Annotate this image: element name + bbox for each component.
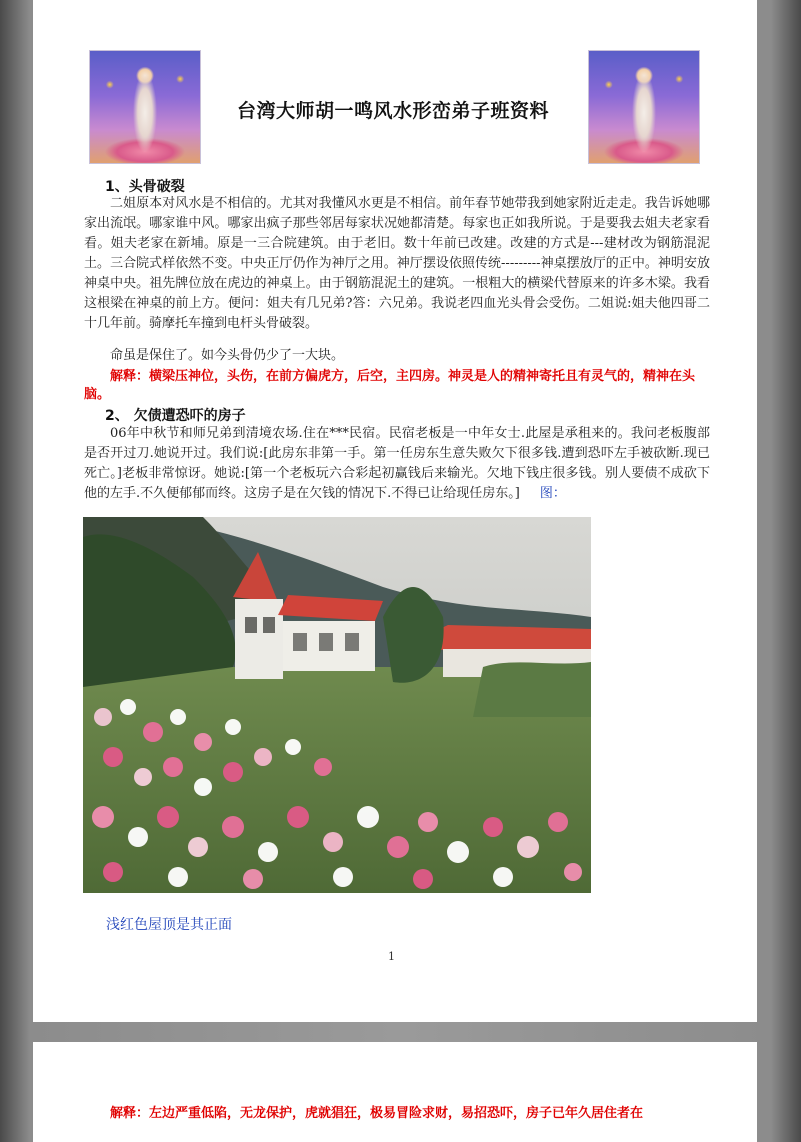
house-photo-illustration [83,517,591,893]
guanyin-image-right [588,50,700,164]
house-photo [83,517,591,893]
section-1-explanation: 解释：横梁压神位，头伤，在前方偏虎方，后空，主四房。神灵是人的精神寄托且有灵气的，精神在头脑。 [84,369,696,402]
section-1-paragraph-2: 命虽是保住了。如今头骨仍少了一大块。 [110,348,345,363]
document-page-2 [33,1042,757,1142]
section-2-paragraph-1 [84,424,710,504]
page-number: 1 [388,950,395,963]
document-title: 台湾大师胡一鸣风水形峦弟子班资料 [236,100,549,122]
document-page-1 [33,0,757,1022]
section-1-paragraph-1: 二姐原本对风水是不相信的。尤其对我懂风水更是不相信。前年春节她带我到她家附近走走。我告诉她哪家出流氓。哪家谁中风。哪家出疯子那些邻居每家状况她都清楚。每家也正如我所说。于是要我去姐夫老家看看。姐夫老家在新埔。原是一三合院建筑。由于老旧。数十年前已改建。改建的方式是---建材改为钢筋混泥土。三合院式样依然不变。中央正厅仍作为神厅之用。神厅摆设依照传统---------神桌摆放厅的正中。神明安放神桌中央。祖先牌位放在虎边的神桌上。由于钢筋混泥土的建筑。一根粗大的横梁代替原来的许多木梁。我看这根梁在神桌的前上方。便问：姐夫有几兄弟?答：六兄弟。我说老四血光头骨会受伤。二姐说:姐夫他四哥二十几年前。骑摩托车撞到电杆头骨破裂。 [84,196,710,331]
section-2-heading: 2、 欠债遭恐吓的房子 [105,408,246,424]
page-2-explanation: 解释：左边严重低陷，无龙保护，虎就猖狂，极易冒险求财，易招恐吓，房子已年久居住者在 [110,1106,644,1121]
section-1-heading: 1、头骨破裂 [105,179,185,195]
photo-caption: 浅红色屋顶是其正面 [106,917,232,933]
guanyin-image-left [89,50,201,164]
figure-label: 图： [539,486,566,501]
section-2-text: 06年中秋节和师兄弟到清境农场.住在***民宿。民宿老板是一中年女士.此屋是承租来的。我问老板腹部是否开过刀.她说开过。我们说:[此房东非第一手。第一任房东生意失败欠下很多钱.遭到恐吓左手被砍断.现已死亡。]老板非常惊讶。她说:[第一个老板玩六合彩起初赢钱后来输光。欠地下钱庄很多钱。别人要债不成砍下他的左手.不久便郁郁而终。这房子是在欠钱的情况下.不得已让给现任房东。] [84,426,710,501]
